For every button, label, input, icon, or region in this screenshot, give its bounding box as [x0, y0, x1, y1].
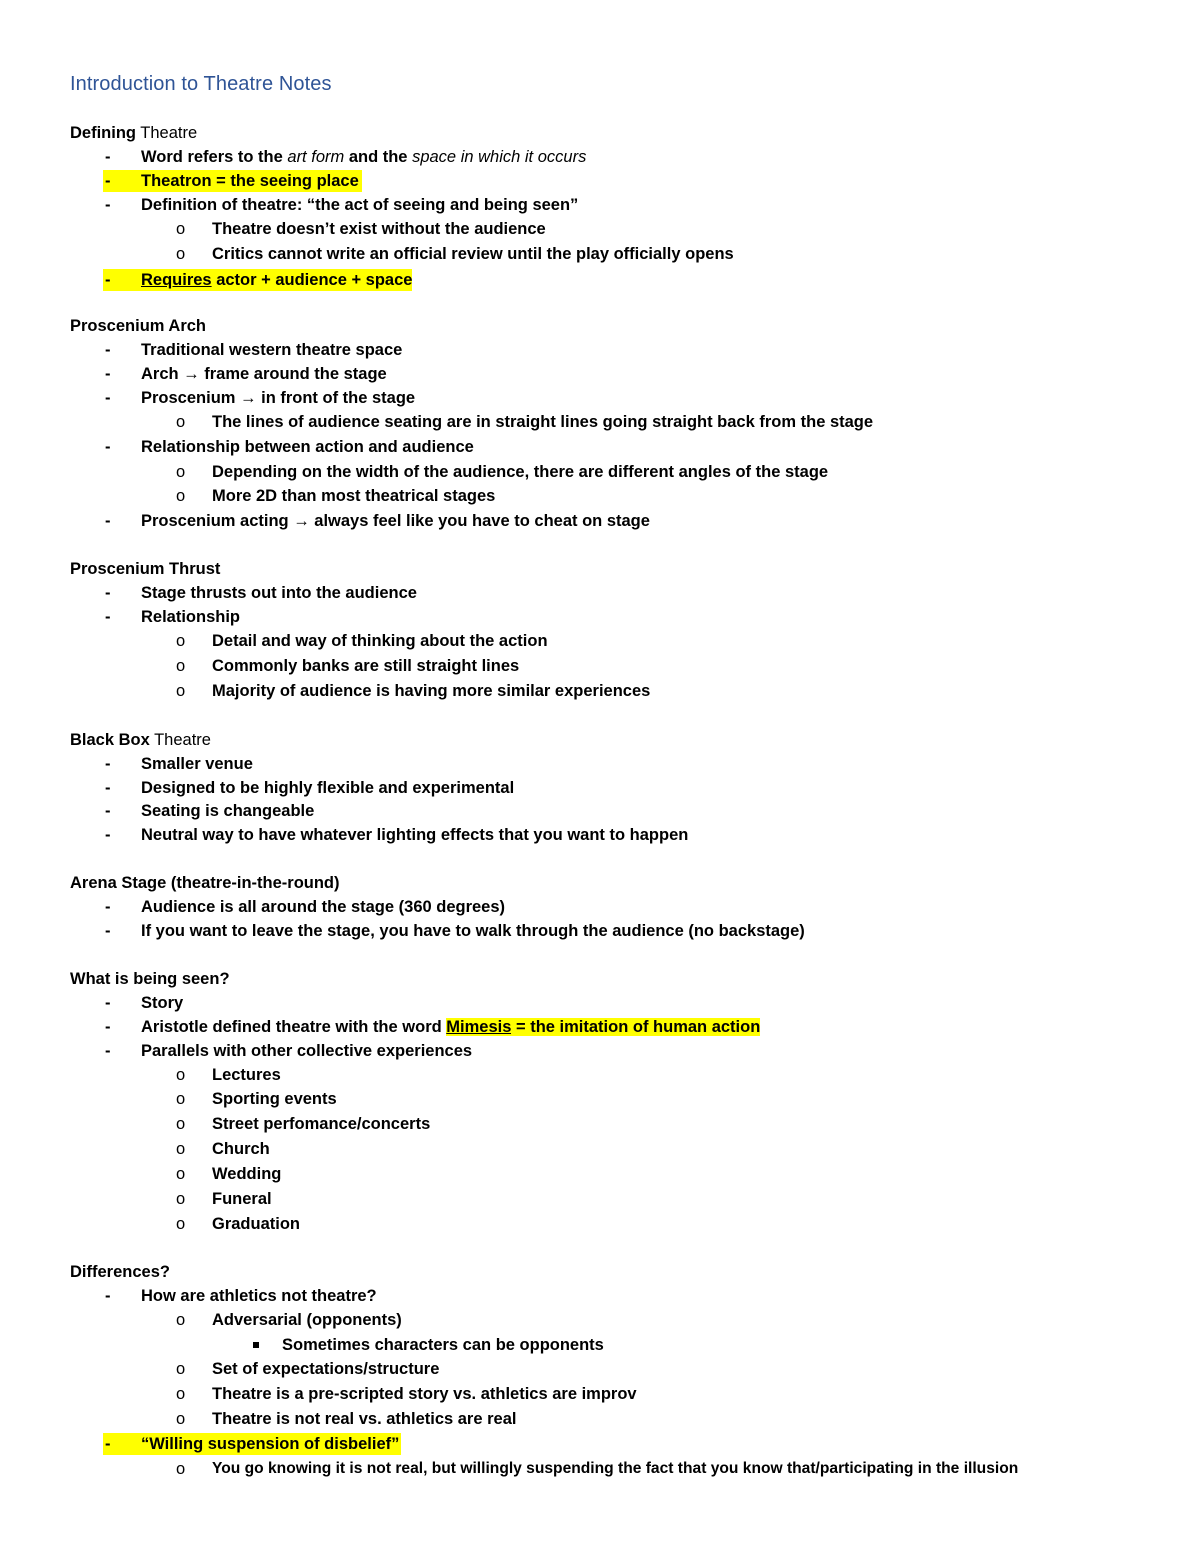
document-title: Introduction to Theatre Notes	[70, 73, 332, 95]
section-heading-defining: Defining Theatre	[70, 124, 198, 142]
section-heading-arena: Arena Stage (theatre-in-the-round)	[70, 874, 340, 892]
document-page: Introduction to Theatre Notes Defining Theatre - Word refers to the art form and the space in which it occurs - Theatron = the seeing place - Definition of theatre: “the act of seeing and being seen” o Theatre doesn’t exist without the audience o Critics cannot write an official review until the play officially opens - Requires actor + audience + space Proscenium Arch - Traditional western theatre space - Arch → frame around the stage - Proscenium → in front of the stage o The lines of audience seating are in straight lines going straight back from the stage - Relationship between action and audience o Depending on the width of the audience, there are different angles of the stage o More 2D than most theatrical stages - Proscenium acting → always feel like you have to cheat on stage Proscenium Thrust - Stage thrusts out into the audience - Relationship o Detail and way of thinking about the action o Commonly banks are still straight lines o Majority of audience is having more similar experiences Black Box Theatre - Smaller venue - Designed to be highly flexible and experimental - Seating is changeable - Neutral way to have whatever lighting effects that you want to happen Arena Stage (theatre-in-the-round) - Audience is all around the stage (360 degrees) - If you want to leave the stage, you have to walk through the audience (no backstage) What is being seen? - Story - Aristotle defined theatre with the word Mimesis = the imitation of human action - Parallels with other collective experiences o Lectures o Sporting events o Street perfomance/concerts o Church o Wedding o Funeral o Graduation Differences? - How are athletics not theatre? o Adversarial (opponents) Sometimes characters can be opponents o Set of expectations/structure o Theatre is a pre-scripted story vs. athletics are improv o Theatre is not real vs. athletics are real - “Willing suspension of disbelief” o You go knowing it is not real, but willingly suspending the fact that you know that/participating in the illusion	[70, 73, 1019, 1478]
section-heading-differences: Differences?	[70, 1263, 170, 1281]
section-heading-proscenium-arch: Proscenium Arch	[70, 317, 207, 335]
square-bullet-icon	[253, 1342, 259, 1348]
section-heading-black-box: Black Box Theatre	[70, 731, 211, 749]
section-heading-proscenium-thrust: Proscenium Thrust	[70, 560, 221, 578]
section-heading-seen: What is being seen?	[70, 970, 230, 988]
